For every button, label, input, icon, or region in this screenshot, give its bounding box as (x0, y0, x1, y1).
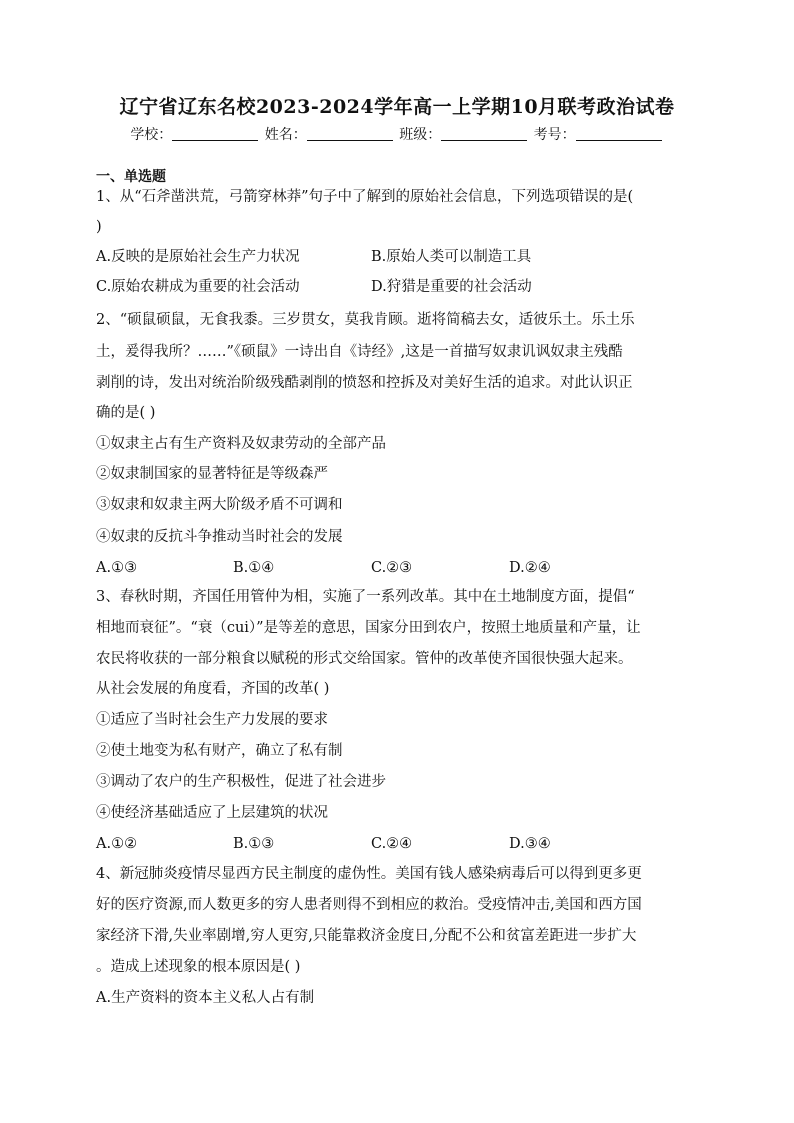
question-2-line: 确的是( ) (96, 405, 156, 421)
class-label: 班级： (399, 127, 442, 143)
question-3-option-a: A.①② (96, 836, 138, 852)
question-4-line: 好的医疗资源,而人数更多的穷人患者则得不到相应的救治。受疫情冲击,美国和西方国 (96, 897, 642, 913)
question-2-line: 土，爰得我所？……”《硕鼠》一诗出自《诗经》,这是一首描写奴隶讥讽奴隶主残酷 (96, 344, 623, 360)
question-1-option-b: B.原始人类可以制造工具 (371, 249, 532, 265)
question-3-statement: ③调动了农户的生产积极性，促进了社会进步 (96, 774, 386, 790)
question-2-statement: ④奴隶的反抗斗争推动当时社会的发展 (96, 529, 343, 545)
question-1-line: ) (96, 219, 102, 235)
question-3-option-c: C.②④ (371, 836, 413, 852)
question-1-option-c: C.原始农耕成为重要的社会活动 (96, 279, 300, 295)
question-2-option-b: B.①④ (233, 560, 275, 576)
question-1-option-a: A.反映的是原始社会生产力状况 (96, 249, 300, 265)
question-2-option-c: C.②③ (371, 560, 413, 576)
question-3-statement: ①适应了当时社会生产力发展的要求 (96, 712, 328, 728)
exam-number-label: 考号： (533, 127, 576, 143)
question-4-line: 。造成上述现象的根本原因是( ) (96, 959, 301, 975)
section-heading: 一、单选题 (96, 169, 166, 185)
question-2-option-d: D.②④ (509, 560, 551, 576)
question-2-statement: ③奴隶和奴隶主两大阶级矛盾不可调和 (96, 497, 343, 513)
question-1-line: 1、从“石斧凿洪荒，弓箭穿林莽”句子中了解到的原始社会信息，下列选项错误的是( (96, 189, 634, 205)
question-2-option-a: A.①③ (96, 560, 138, 576)
question-3-statement: ②使土地变为私有财产，确立了私有制 (96, 743, 343, 759)
question-2-line: 剥削的诗，发出对统治阶级残酷剥削的愤怒和控拆及对美好生活的追求。对此认识正 (96, 375, 633, 391)
question-4-line: 家经济下滑,失业率剧增,穷人更穷,只能靠救济金度日,分配不公和贫富差距进一步扩大 (96, 928, 637, 944)
name-label: 姓名： (264, 127, 307, 143)
school-label: 学校： (130, 127, 173, 143)
question-3-line: 从社会发展的角度看，齐国的改革( ) (96, 681, 330, 697)
question-3-statement: ④使经济基础适应了上层建筑的状况 (96, 805, 328, 821)
question-4-line: 4、新冠肺炎疫情尽显西方民主制度的虚伪性。美国有钱人感染病毒后可以得到更多更 (96, 866, 642, 882)
question-3-line: 相地而衰征”。“衰（cui）”是等差的意思，国家分田到农户，按照土地质量和产量，让 (96, 620, 641, 636)
student-info-row (0, 124, 794, 144)
exam-title: 辽宁省辽东名校2023-2024学年高一上学期10月联考政治试卷 (119, 96, 675, 118)
question-3-option-d: D.③④ (509, 836, 551, 852)
question-2-statement: ①奴隶主占有生产资料及奴隶劳动的全部产品 (96, 436, 386, 452)
question-4-option-a: A.生产资料的资本主义私人占有制 (96, 990, 315, 1006)
question-3-line: 3、春秋时期，齐国任用管仲为相，实施了一系列改革。其中在土地制度方面，提倡“ (96, 589, 635, 605)
question-2-line: 2、“硕鼠硕鼠，无食我黍。三岁贯女，莫我肯顾。逝将简稿去女，适彼乐土。乐土乐 (96, 312, 635, 328)
school-blank[interactable] (172, 126, 258, 141)
name-blank[interactable] (307, 126, 393, 141)
question-1-option-d: D.狩猎是重要的社会活动 (371, 279, 532, 295)
question-3-line: 农民将收获的一部分粮食以赋税的形式交给国家。管仲的改革使齐国很快强大起来。 (96, 651, 633, 667)
class-blank[interactable] (441, 126, 527, 141)
question-2-statement: ②奴隶制国家的显著特征是等级森严 (96, 466, 328, 482)
exam-number-blank[interactable] (576, 126, 662, 141)
question-3-option-b: B.①③ (233, 836, 275, 852)
